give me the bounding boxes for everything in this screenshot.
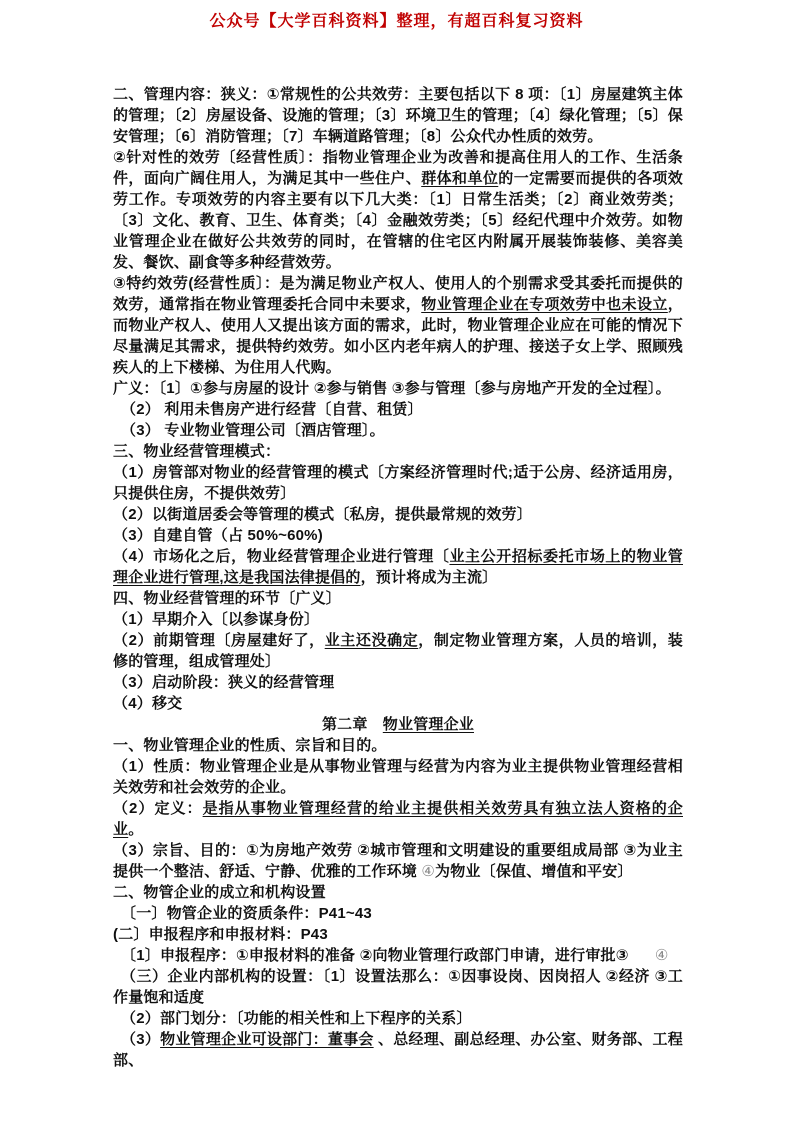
- text-segment: 第二章: [321, 716, 383, 733]
- para-mode-1: [113, 462, 683, 504]
- para-link-4: [113, 693, 683, 714]
- text-segment: 〔一〕物管企业的资质条件：P41~43: [121, 905, 372, 922]
- text-segment: 物业管理企业可设部门：董事会: [160, 1031, 374, 1048]
- para-department-division: [113, 1008, 683, 1029]
- text-segment: 群体和单位: [421, 170, 499, 187]
- para-enterprise-nature-title: [113, 735, 683, 756]
- para-nature: [113, 756, 683, 798]
- para-broad-sense-3: [113, 420, 683, 441]
- text-segment: ③特约效劳(经营性质〕：是为满足物业产权人、使用人的个别需求受其委托而提供的效劳，通常指在物业管理委托合同中未要求，: [113, 275, 683, 313]
- text-segment: 四、物业经营管理的环节〔广义〕: [113, 590, 342, 607]
- text-segment: 三、物业经营管理模式：: [113, 443, 281, 460]
- text-segment: 、总经理、副总经理、办公室、财务部、工程部、: [113, 1031, 683, 1069]
- para-links-title: [113, 588, 683, 609]
- text-segment: （2）定义：: [113, 800, 203, 817]
- document-body: [113, 84, 683, 1071]
- text-segment: (二〕申报程序和申报材料：P43: [113, 926, 328, 943]
- text-segment: 业主公开招标委托市场上的物业管理企业进行管理,这是我国法律提倡的: [113, 548, 683, 586]
- text-segment: ，预计将成为主流〕: [360, 569, 498, 586]
- text-segment: （3）宗旨、目的：①为房地产效劳 ②城市管理和文明建设的重要组成局部 ③为业主提供一个整洁、舒适、宁静、优雅的工作环境: [113, 842, 683, 880]
- text-segment: 的一定需要而提供的各项效劳工作。专项效劳的内容主要有以下几大类：〔1〕日常生活类；〔2〕商业效劳类；〔3〕文化、教育、卫生、体育类；〔4〕金融效劳类；〔5〕经纪代理中介效劳。如物业管理企业在做好公共效劳的同时，在管辖的住宅区内附属开展装饰装修、美容美发、餐饮、副食等多种经营效劳。: [113, 170, 683, 271]
- text-segment: （3） 专业物业管理公司〔酒店管理〕。: [121, 422, 385, 439]
- para-mode-3: [113, 525, 683, 546]
- text-segment: 广义：〔1〕①参与房屋的设计 ②参与销售 ③参与管理〔参与房地产开发的全过程〕。: [113, 380, 671, 397]
- para-establishment-title: [113, 882, 683, 903]
- para-targeted-service: [113, 147, 683, 273]
- page-header-note: 公众号【大学百科资料】整理，有超百科复习资料: [209, 13, 584, 30]
- para-broad-sense: [113, 378, 683, 399]
- para-management-content: [113, 84, 683, 147]
- text-segment: 为物业〔保值、增值和平安〕: [435, 863, 633, 880]
- text-segment: 是指从事物业管理经营的给业主提供相关效劳具有独立法人资格的企业: [113, 800, 683, 838]
- text-segment: （2） 利用未售房产进行经营〔自营、租赁〕: [121, 401, 423, 418]
- para-departments: [113, 1029, 683, 1071]
- text-segment: 。: [128, 821, 144, 838]
- text-segment: 物业管理企业在专项效劳中也未设立: [421, 296, 668, 313]
- text-segment: 〔1〕申报程序：①申报材料的准备 ②向物业管理行政部门申请，进行审批③: [121, 947, 629, 964]
- para-purpose: [113, 840, 683, 882]
- text-segment: 物业管理企业: [382, 716, 474, 733]
- para-operation-modes-title: [113, 441, 683, 462]
- para-link-3: [113, 672, 683, 693]
- text-segment: （2）前期管理〔房屋建好了，: [113, 632, 325, 649]
- para-mode-4: [113, 546, 683, 588]
- text-segment: （2）部门划分：〔功能的相关性和上下程序的关系〕: [121, 1010, 472, 1027]
- text-segment: ④: [628, 947, 669, 964]
- para-application-procedure: [113, 945, 683, 966]
- text-segment: （三）企业内部机构的设置：〔1〕设置法那么：①因事设岗、因岗招人 ②经济 ③工作量饱和适度: [113, 968, 683, 1006]
- para-qualification: [113, 903, 683, 924]
- text-segment: （2）以街道居委会等管理的模式〔私房，提供最常规的效劳〕: [113, 506, 532, 523]
- text-segment: ②针对性的效劳〔经营性质〕：指物业管理企业为改善和提高住用人的工作、生活条件，面向广阔住用人，为满足其中一些住户、: [113, 149, 683, 187]
- text-segment: （1）性质：物业管理企业是从事物业管理与经营为内容为业主提供物业管理经营相关效劳和社会效劳的企业。: [113, 758, 683, 796]
- text-segment: （4）市场化之后，物业经营管理企业进行管理〔: [113, 548, 450, 565]
- chapter-heading: [113, 714, 683, 735]
- para-mode-2: [113, 504, 683, 525]
- text-segment: 二、物管企业的成立和机构设置: [113, 884, 326, 901]
- text-segment: （3）启动阶段：狭义的经营管理: [113, 674, 335, 691]
- text-segment: （4）移交: [113, 695, 183, 712]
- text-segment: （1）早期介入〔以参谋身份〕: [113, 611, 320, 628]
- para-link-2: [113, 630, 683, 672]
- text-segment: （3）: [121, 1031, 161, 1048]
- para-link-1: [113, 609, 683, 630]
- text-segment: 二、管理内容：狭义：①常规性的公共效劳：主要包括以下 8 项：〔1〕房屋建筑主体的管理；〔2〕房屋设备、设施的管理；〔3〕环境卫生的管理；〔4〕绿化管理；〔5〕保安管理；〔6〕消防管理；〔7〕车辆道路管理；〔8〕公众代办性质的效劳。: [113, 86, 683, 145]
- para-application: [113, 924, 683, 945]
- para-special-service: [113, 273, 683, 378]
- text-segment: ，而物业产权人、使用人又提出该方面的需求，此时，物业管理企业应在可能的情况下尽量满足其需求，提供特约效劳。如小区内老年病人的护理、接送子女上学、照顾残疾人的上下楼梯、为住用人代购。: [113, 296, 683, 376]
- para-definition: [113, 798, 683, 840]
- text-segment: 一、物业管理企业的性质、宗旨和目的。: [113, 737, 387, 754]
- text-segment: ，制定物业管理方案，人员的培训，装修的管理，组成管理处〕: [113, 632, 683, 670]
- text-segment: 业主还没确定: [324, 632, 419, 649]
- para-broad-sense-2: [113, 399, 683, 420]
- para-internal-structure: [113, 966, 683, 1008]
- text-segment: （3）自建自管（占 50%~60%): [113, 527, 323, 544]
- text-segment: （1）房管部对物业的经营管理的模式〔方案经济管理时代;适于公房、经济适用房，只提供住房，不提供效劳〕: [113, 464, 683, 502]
- text-segment: ④: [421, 863, 436, 880]
